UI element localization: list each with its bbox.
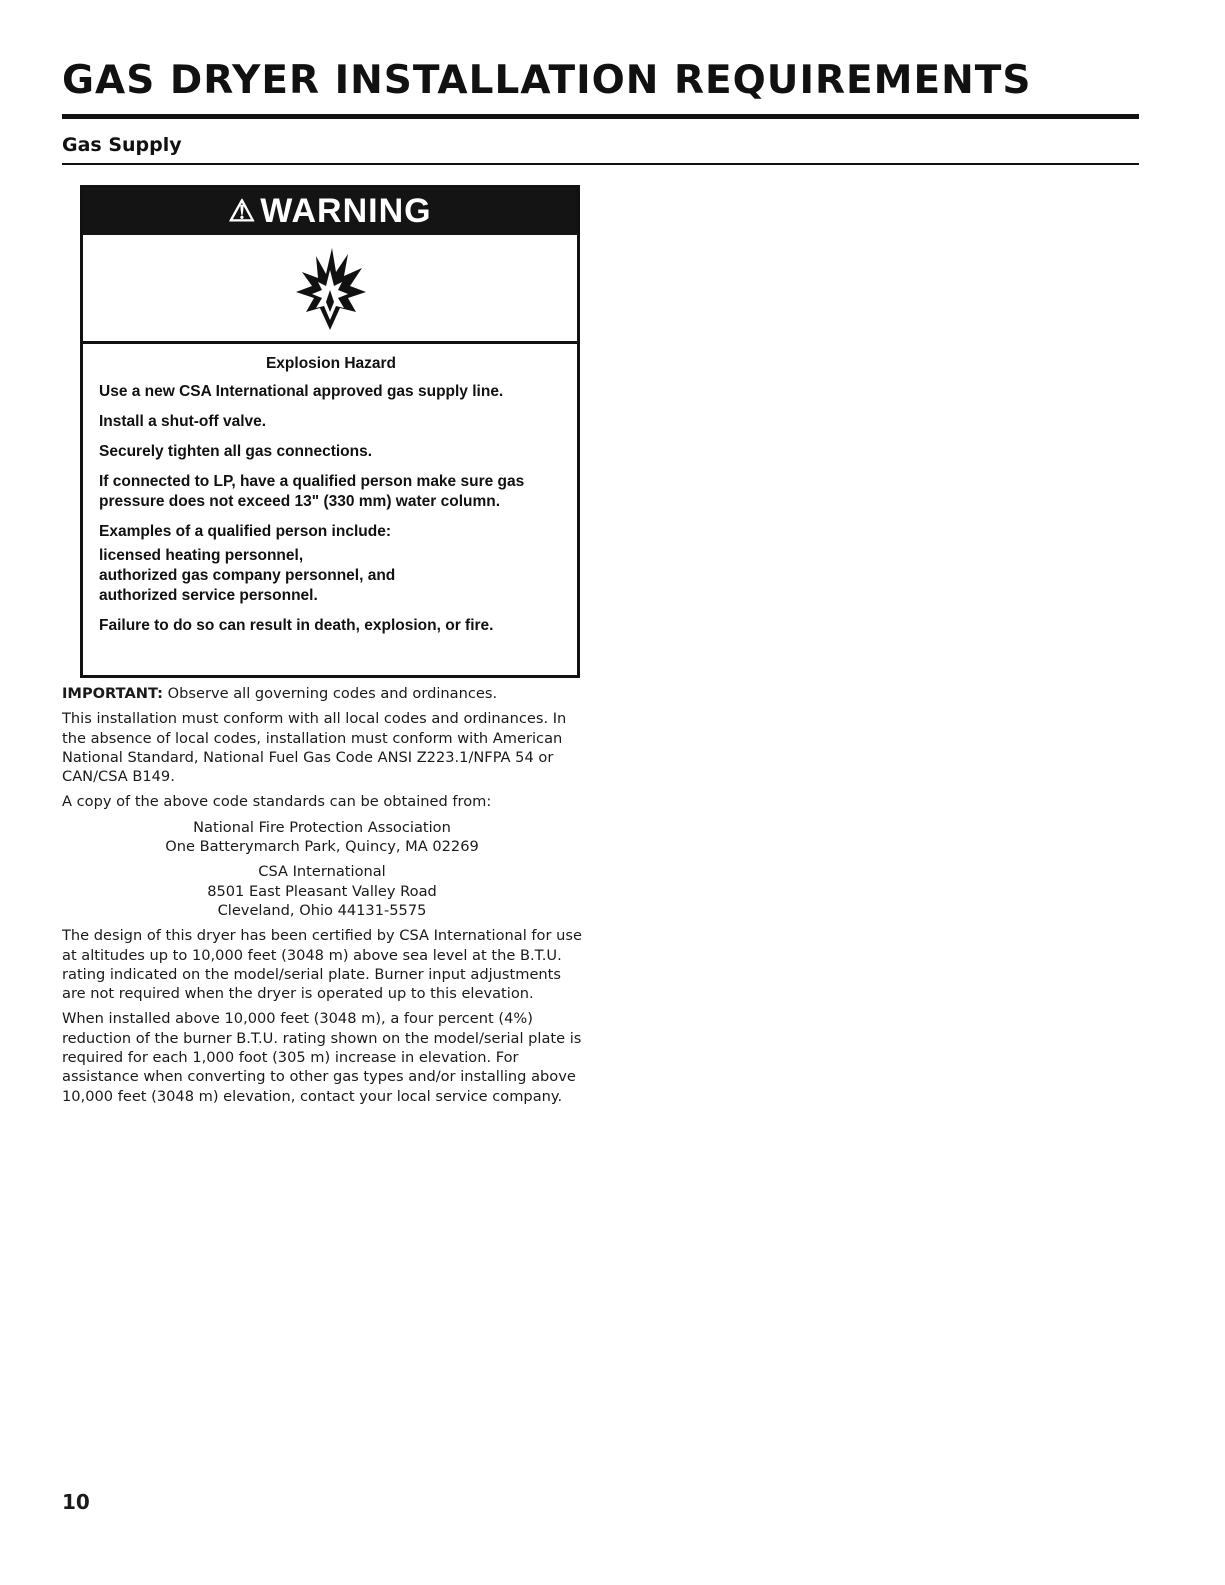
examples-intro: Examples of a qualified person include: <box>99 523 391 540</box>
page-title: GAS DRYER INSTALLATION REQUIREMENTS <box>62 58 1032 103</box>
important-label: IMPORTANT: <box>62 685 163 702</box>
warning-box <box>80 185 580 678</box>
list-item: licensed heating personnel, <box>99 547 304 564</box>
important-note <box>62 684 582 703</box>
address-csa <box>62 862 582 920</box>
warning-banner <box>83 188 577 235</box>
warning-line: Use a new CSA International approved gas supply line. <box>99 383 504 400</box>
paragraph: This installation must conform with all local codes and ordinances. In the absence of local codes, installation must conform with American National Standard, National Fuel Gas Code ANSI Z223.1/NFPA 54 or CAN/CSA B149. <box>62 710 567 786</box>
paragraph: When installed above 10,000 feet (3048 m), a four percent (4%) reduction of the burner B.T.U. rating shown on the model/serial plate is required for each 1,000 foot (305 m) increase in elevation. For assistance when converting to other gas types and/or installing above 10,000 feet (3048 m) elevation, contact your local service company. <box>62 1010 582 1105</box>
address-line: CSA International <box>258 863 386 881</box>
paragraph: The design of this dryer has been certified by CSA International for use at altitudes up to 10,000 feet (3048 m) above sea level at the B.T.U. rating indicated on the model/serial plate. Burner input adjustments are not required when the dryer is operated up to this elevation. <box>62 927 582 1003</box>
section-rule <box>62 163 1139 165</box>
warning-line: Securely tighten all gas connections. <box>99 443 373 460</box>
warning-consequence: Failure to do so can result in death, explosion, or fire. <box>99 617 494 634</box>
section-title: Gas Supply <box>62 134 182 156</box>
address-nfpa <box>62 818 582 857</box>
warning-banner-label: WARNING <box>260 192 432 230</box>
warning-line: Install a shut-off valve. <box>99 413 267 430</box>
page-number: 10 <box>62 1490 90 1514</box>
address-line: National Fire Protection Association <box>193 818 451 836</box>
warning-icon-area <box>83 235 577 344</box>
address-line: One Batterymarch Park, Quincy, MA 02269 <box>165 838 479 856</box>
explosion-icon <box>290 246 370 330</box>
address-line: 8501 East Pleasant Valley Road <box>207 882 437 900</box>
list-item: authorized gas company personnel, and <box>99 567 396 584</box>
warning-triangle-icon: ⚠ <box>228 195 257 228</box>
title-rule <box>62 114 1139 119</box>
important-text: Observe all governing codes and ordinances. <box>162 685 498 702</box>
examples-list <box>99 546 563 606</box>
address-line: Cleveland, Ohio 44131-5575 <box>217 901 427 919</box>
body-text <box>62 684 582 1112</box>
list-item: authorized service personnel. <box>99 587 318 604</box>
warning-line: If connected to LP, have a qualified person make sure gas pressure does not exceed 13" (330 mm) water column. <box>99 473 525 510</box>
paragraph: A copy of the above code standards can be obtained from: <box>62 793 492 811</box>
warning-body <box>83 344 577 636</box>
hazard-title: Explosion Hazard <box>265 355 397 372</box>
